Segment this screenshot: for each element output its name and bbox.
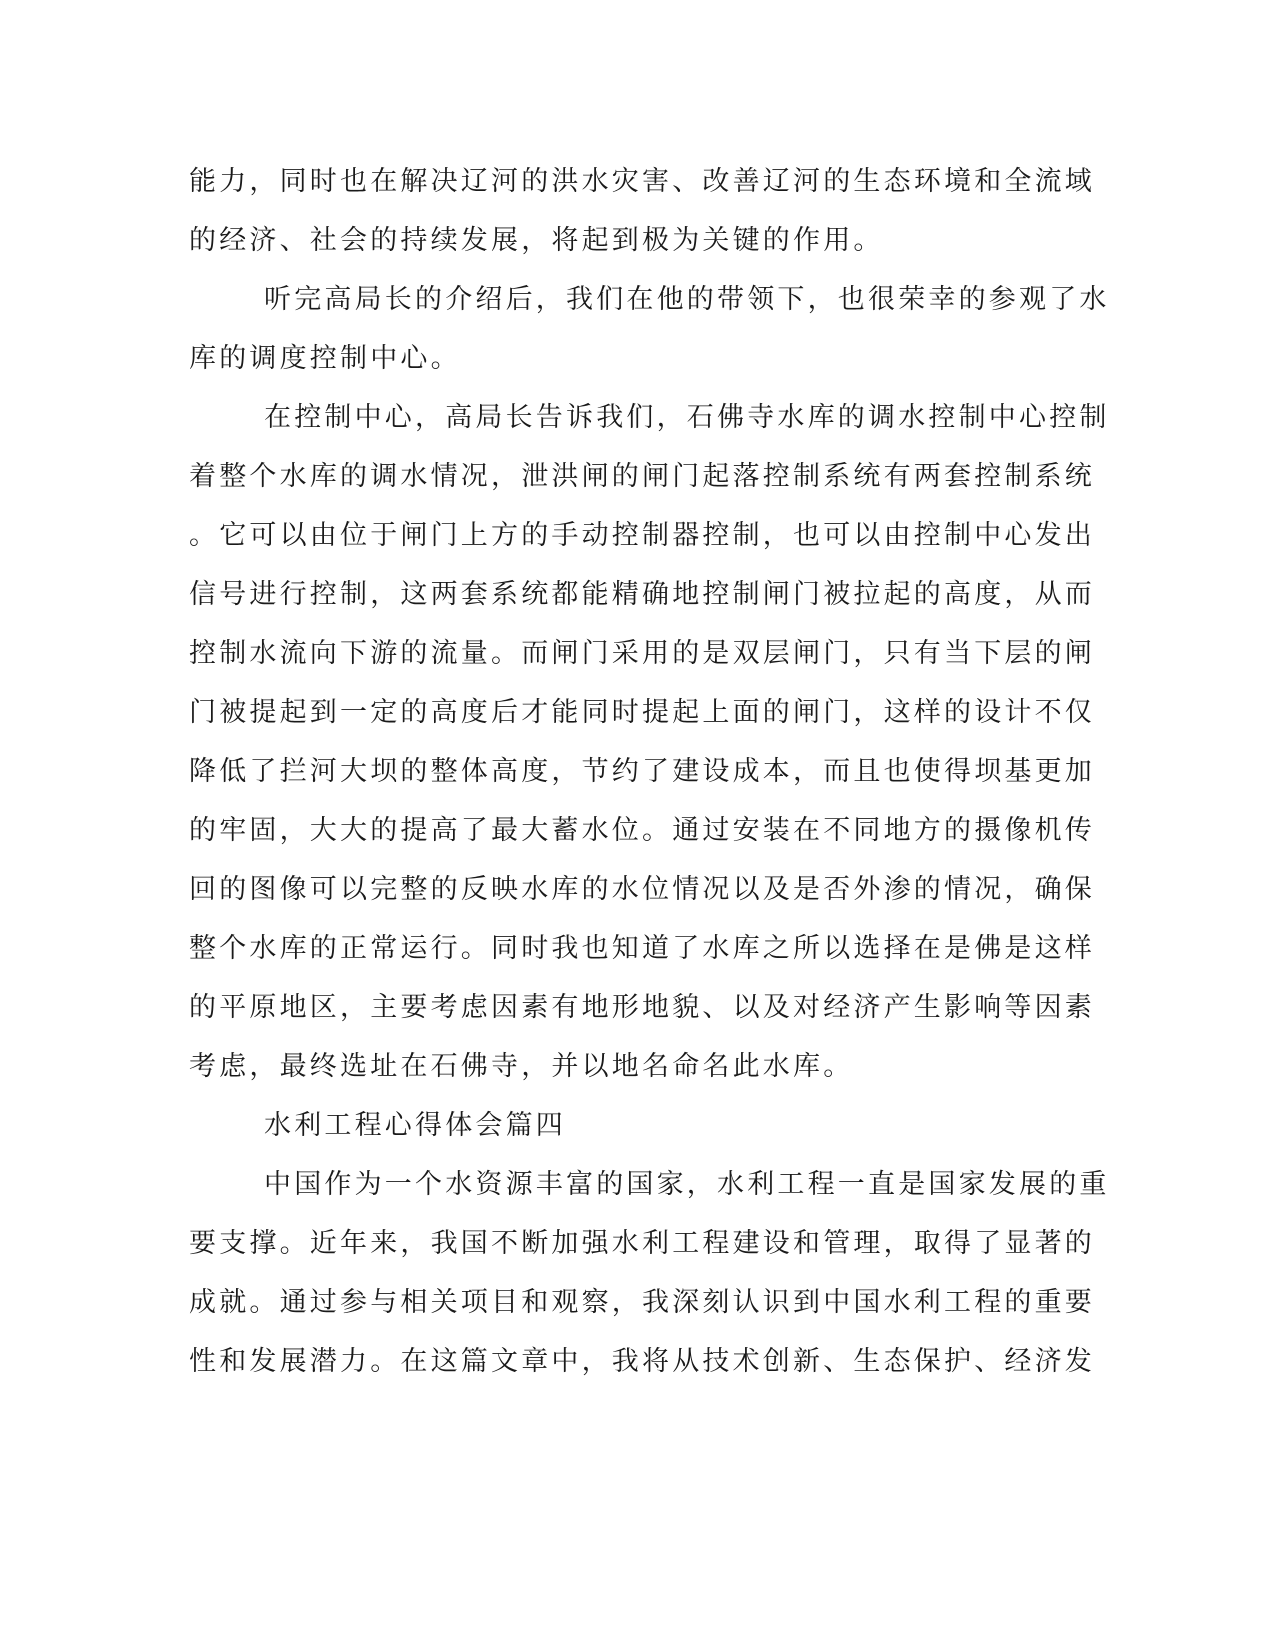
- body-text-line: 的牢固，大大的提高了最大蓄水位。通过安装在不同地方的摄像机传: [189, 815, 1095, 846]
- body-text-line: 信号进行控制，这两套系统都能精确地控制闸门被拉起的高度，从而: [189, 579, 1095, 610]
- body-text-line: 的平原地区，主要考虑因素有地形地貌、以及对经济产生影响等因素: [189, 992, 1095, 1023]
- body-text-line: 门被提起到一定的高度后才能同时提起上面的闸门，这样的设计不仅: [189, 697, 1095, 728]
- body-text-line: 考虑，最终选址在石佛寺，并以地名命名此水库。: [189, 1051, 854, 1082]
- body-text-line: 中国作为一个水资源丰富的国家，水利工程一直是国家发展的重: [264, 1169, 1110, 1200]
- body-text-line: 听完高局长的介绍后，我们在他的带领下，也很荣幸的参观了水: [264, 284, 1110, 315]
- body-text-line: 。它可以由位于闸门上方的手动控制器控制，也可以由控制中心发出: [189, 520, 1095, 551]
- body-text-line: 库的调度控制中心。: [189, 343, 461, 374]
- body-text-line: 成就。通过参与相关项目和观察，我深刻认识到中国水利工程的重要: [189, 1287, 1095, 1318]
- body-text-line: 性和发展潜力。在这篇文章中，我将从技术创新、生态保护、经济发: [189, 1346, 1095, 1377]
- body-text-line: 控制水流向下游的流量。而闸门采用的是双层闸门，只有当下层的闸: [189, 638, 1095, 669]
- section-heading: 水利工程心得体会篇四: [264, 1110, 566, 1141]
- body-text-line: 要支撑。近年来，我国不断加强水利工程建设和管理，取得了显著的: [189, 1228, 1095, 1259]
- body-text-line: 着整个水库的调水情况，泄洪闸的闸门起落控制系统有两套控制系统: [189, 461, 1095, 492]
- body-text-line: 在控制中心，高局长告诉我们，石佛寺水库的调水控制中心控制: [264, 402, 1110, 433]
- body-text-line: 整个水库的正常运行。同时我也知道了水库之所以选择在是佛是这样: [189, 933, 1095, 964]
- body-text-line: 的经济、社会的持续发展，将起到极为关键的作用。: [189, 225, 884, 256]
- body-text-line: 能力，同时也在解决辽河的洪水灾害、改善辽河的生态环境和全流域: [189, 166, 1095, 197]
- body-text-line: 回的图像可以完整的反映水库的水位情况以及是否外渗的情况，确保: [189, 874, 1095, 905]
- body-text-line: 降低了拦河大坝的整体高度，节约了建设成本，而且也使得坝基更加: [189, 756, 1095, 787]
